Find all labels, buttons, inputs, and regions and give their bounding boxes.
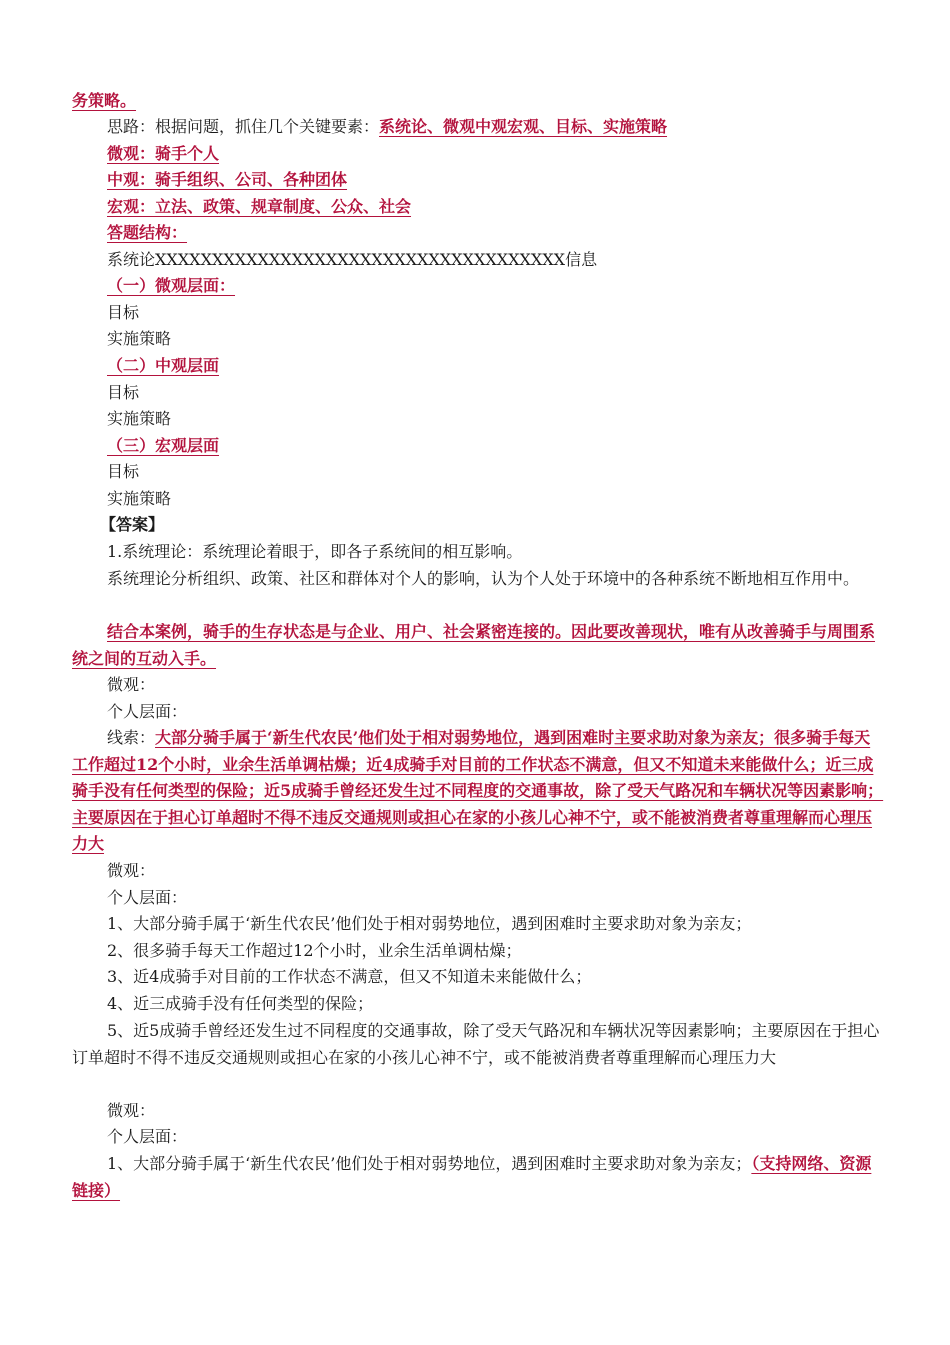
line-strategy: 实施策略 bbox=[107, 489, 172, 508]
line-strategy: 实施策略 bbox=[107, 329, 172, 348]
line-goal: 目标 bbox=[107, 462, 140, 481]
list-item: 5、近5成骑手曾经还发生过不同程度的交通事故，除了受天气路况和车辆状况等因素影响；主要原因在于担心订单超时不得不违反交通规则或担心在家的小孩儿心神不宁，或不能被消费者尊重理解而心理压力大 bbox=[72, 1021, 880, 1067]
line-strategy: 实施策略 bbox=[107, 409, 172, 428]
line-individual-level: 个人层面： bbox=[107, 1127, 188, 1146]
list-item: 2、很多骑手每天工作超过12个小时，业余生活单调枯燥； bbox=[107, 941, 522, 960]
list-item: 4、近三成骑手没有任何类型的保险； bbox=[107, 994, 374, 1013]
line-thinking: 思路：根据问题，抓住几个关键要素：系统论、微观中观宏观、目标、实施策略 bbox=[107, 117, 668, 136]
heading-meso-level: （二）中观层面 bbox=[107, 356, 220, 375]
line-meso: 中观：骑手组织、公司、各种团体 bbox=[107, 170, 348, 189]
heading-micro-level: （一）微观层面： bbox=[107, 276, 236, 295]
line-strategy-end: 务策略。 bbox=[72, 91, 137, 110]
list-item: 3、近4成骑手对目前的工作状态不满意，但又不知道未来能做什么； bbox=[107, 967, 592, 986]
line-individual-level: 个人层面： bbox=[107, 888, 188, 907]
line-system-theory-def: 1.系统理论：系统理论着眼于，即各子系统间的相互影响。 bbox=[107, 542, 523, 561]
heading-macro-level: （三）宏观层面 bbox=[107, 436, 220, 455]
line-answer-structure: 答题结构： bbox=[107, 223, 188, 242]
line-micro-label: 微观： bbox=[107, 1101, 156, 1120]
answer-heading: 【答案】 bbox=[100, 515, 165, 534]
line-micro-label: 微观： bbox=[107, 675, 156, 694]
line-individual-level: 个人层面： bbox=[107, 702, 188, 721]
paragraph-clues: 线索：大部分骑手属于‘新生代农民’他们处于相对弱势地位，遇到困难时主要求助对象为亲友；很多骑手每天工作超过12个小时，业余生活单调枯燥；近4成骑手对目前的工作状态不满意，但又不知道未来能做什么；近三成骑手没有任何类型的保险；近5成骑手曾经还发生过不同程度的交通事故，除了受天气路况和车辆状况等因素影响；主要原因在于担心订单超时不得不违反交通规则或担心在家的小孩儿心神不宁，或不能被消费者尊重理解而心理压力大 bbox=[72, 728, 884, 853]
line-micro: 微观：骑手个人 bbox=[107, 144, 220, 163]
line-system-theory: 系统论XXXXXXXXXXXXXXXXXXXXXXXXXXXXXXXXXXXX信息 bbox=[107, 250, 598, 269]
line-macro: 宏观：立法、政策、规章制度、公众、社会 bbox=[107, 197, 412, 216]
line-goal: 目标 bbox=[107, 303, 140, 322]
paragraph-system-analysis: 系统理论分析组织、政策、社区和群体对个人的影响，认为个人处于环境中的各种系统不断地相互作用中。 bbox=[107, 569, 860, 588]
line-micro-label: 微观： bbox=[107, 861, 156, 880]
line-goal: 目标 bbox=[107, 383, 140, 402]
paragraph-case-combine: 结合本案例，骑手的生存状态是与企业、用户、社会紧密连接的。因此要改善现状，唯有从改善骑手与周围系统之间的互动入手。 bbox=[72, 622, 876, 668]
list-item-support: 1、大部分骑手属于‘新生代农民’他们处于相对弱势地位，遇到困难时主要求助对象为亲友；（支持网络、资源链接） bbox=[72, 1154, 872, 1200]
list-item: 1、大部分骑手属于‘新生代农民’他们处于相对弱势地位，遇到困难时主要求助对象为亲友； bbox=[107, 914, 752, 933]
